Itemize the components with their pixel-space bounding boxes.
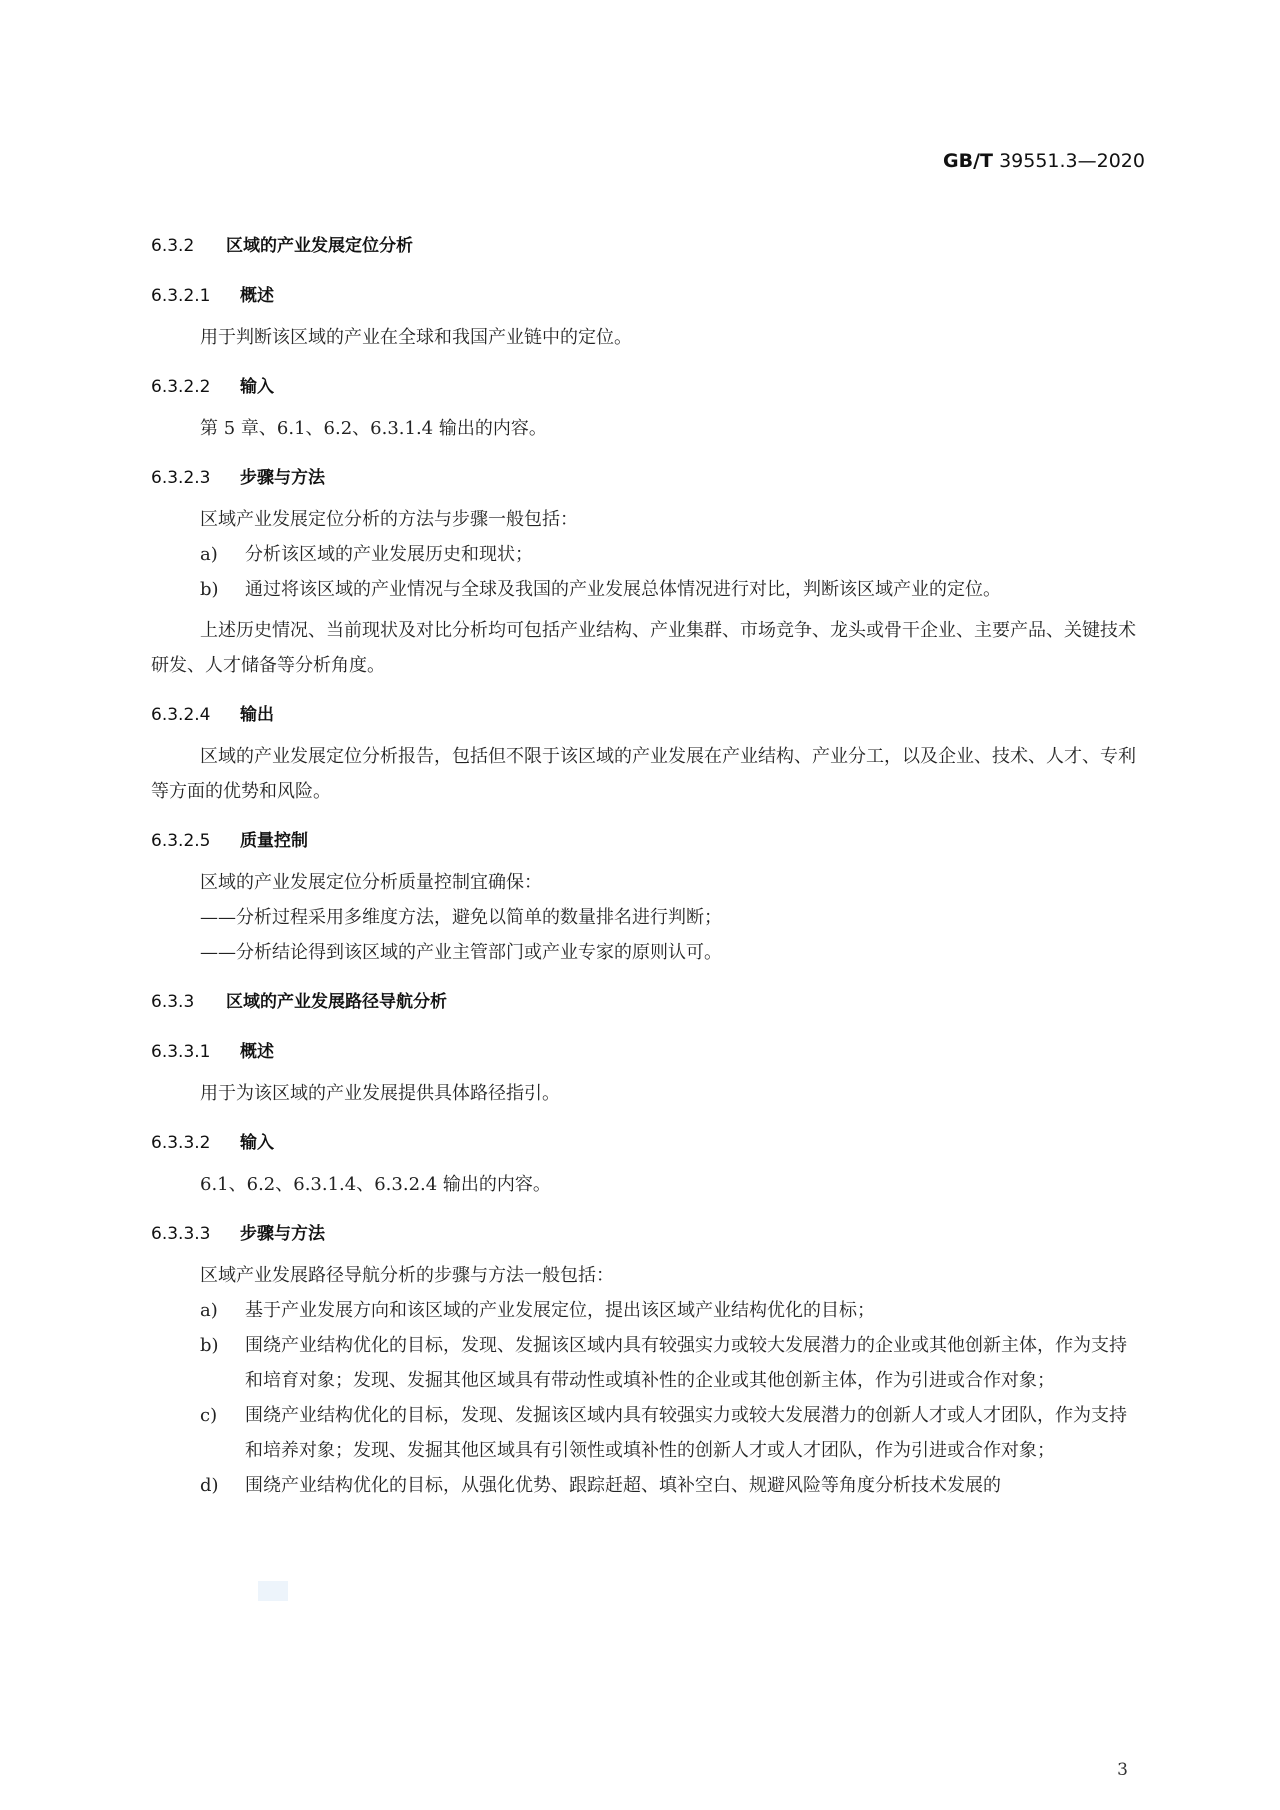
section-title: 区域的产业发展路径导航分析 [226,992,447,1012]
section-number: 6.3.3 [151,992,195,1012]
dash-item: ——分析过程采用多维度方法，避免以简单的数量排名进行判断； [200,907,722,928]
list-marker: a) [200,1300,218,1321]
section-number: 6.3.3.3 [151,1224,211,1244]
standard-number [935,150,1145,172]
list-item-text: 通过将该区域的产业情况与全球及我国的产业发展总体情况进行对比，判断该区域产业的定位。 [245,579,1001,600]
section-title: 概述 [240,286,274,306]
scan-mark [258,1581,288,1601]
section-number: 6.3.2 [151,236,195,256]
section-title: 区域的产业发展定位分析 [226,236,413,256]
section-heading [151,823,1143,859]
section-number: 6.3.2.1 [151,286,211,306]
list-item [151,1398,1143,1468]
section-title: 步骤与方法 [240,1224,325,1244]
list-item-text: 围绕产业结构优化的目标，从强化优势、跟踪赶超、填补空白、规避风险等角度分析技术发展的 [245,1475,1001,1496]
section-heading [151,1034,1143,1070]
paragraph: 区域的产业发展定位分析质量控制宜确保： [200,872,542,893]
section-heading [151,1216,1143,1252]
paragraph: 区域的产业发展定位分析报告，包括但不限于该区域的产业发展在产业结构、产业分工，以及企业、技术、人才、专利等方面的优势和风险。 [151,746,1136,802]
list-item [151,1468,1143,1503]
list-marker: b) [200,1335,219,1356]
section-title: 概述 [240,1042,274,1062]
section-heading [151,1125,1143,1161]
list-item-text: 围绕产业结构优化的目标，发现、发掘该区域内具有较强实力或较大发展潜力的创新人才或人才团队，作为支持和培养对象；发现、发掘其他区域具有引领性或填补性的创新人才或人才团队，作为引进或合作对象； [245,1405,1127,1461]
document-body [151,228,1143,1503]
section-title: 输入 [240,377,274,397]
list-item [151,572,1143,607]
page-number: 3 [1117,1760,1128,1780]
section-title: 质量控制 [240,831,308,851]
section-number: 6.3.2.2 [151,377,211,397]
section-number: 6.3.2.3 [151,468,211,488]
list-item [151,1328,1143,1398]
section-heading [151,697,1143,733]
section-heading [151,984,1143,1020]
section-number: 6.3.3.2 [151,1133,211,1153]
section-heading [151,278,1143,314]
paragraph: 区域产业发展路径导航分析的步骤与方法一般包括： [200,1265,614,1286]
paragraph: 上述历史情况、当前现状及对比分析均可包括产业结构、产业集群、市场竞争、龙头或骨干企业、主要产品、关键技术研发、人才储备等分析角度。 [151,620,1136,676]
standard-prefix: GB/T [943,150,994,172]
section-heading [151,228,1143,264]
section-title: 步骤与方法 [240,468,325,488]
list-item-text: 围绕产业结构优化的目标，发现、发掘该区域内具有较强实力或较大发展潜力的企业或其他创新主体，作为支持和培育对象；发现、发掘其他区域具有带动性或填补性的企业或其他创新主体，作为引进或合作对象； [245,1335,1127,1391]
paragraph: 用于判断该区域的产业在全球和我国产业链中的定位。 [200,327,632,348]
section-heading [151,460,1143,496]
list-item-text: 基于产业发展方向和该区域的产业发展定位，提出该区域产业结构优化的目标； [245,1300,875,1321]
section-heading [151,369,1143,405]
section-number: 6.3.3.1 [151,1042,211,1062]
paragraph: 区域产业发展定位分析的方法与步骤一般包括： [200,509,578,530]
section-title: 输入 [240,1133,274,1153]
list-marker: d) [200,1475,219,1496]
list-item [151,1293,1143,1328]
paragraph: 第 5 章、6.1、6.2、6.3.1.4 输出的内容。 [200,418,547,439]
section-title: 输出 [240,705,274,725]
standard-code: 39551.3—2020 [999,150,1145,172]
paragraph: 用于为该区域的产业发展提供具体路径指引。 [200,1083,560,1104]
list-marker: c) [200,1405,218,1426]
section-number: 6.3.2.5 [151,831,211,851]
list-item-text: 分析该区域的产业发展历史和现状； [245,544,533,565]
paragraph: 6.1、6.2、6.3.1.4、6.3.2.4 输出的内容。 [200,1174,551,1195]
list-item [151,537,1143,572]
list-marker: a) [200,544,218,565]
section-number: 6.3.2.4 [151,705,211,725]
dash-item: ——分析结论得到该区域的产业主管部门或产业专家的原则认可。 [200,942,722,963]
list-marker: b) [200,579,219,600]
